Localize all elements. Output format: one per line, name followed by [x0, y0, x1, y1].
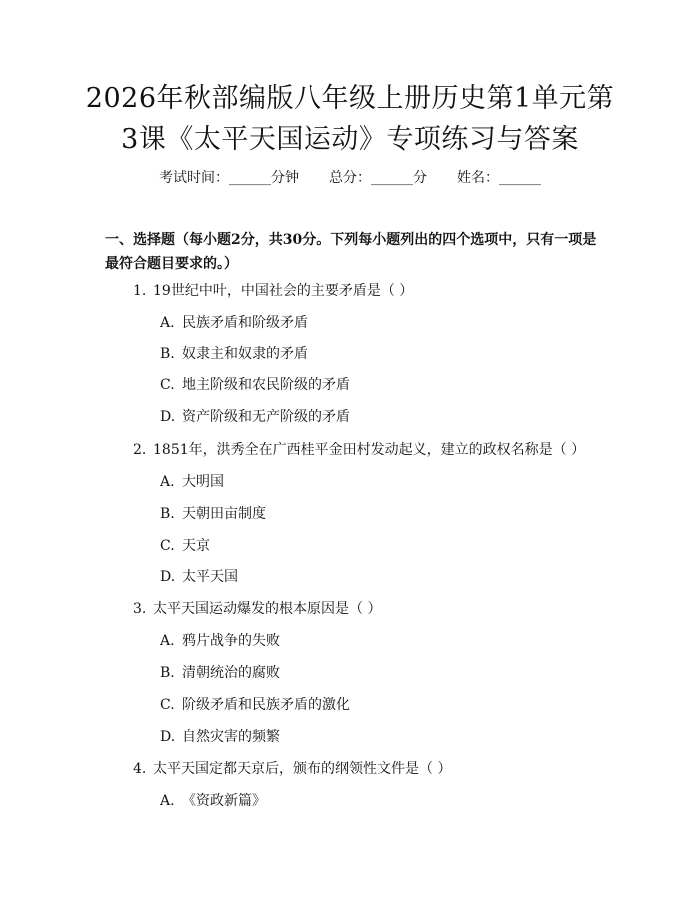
question-text: 太平天国运动爆发的根本原因是（ ）: [153, 601, 382, 617]
option-text: 大明国: [182, 474, 224, 490]
option-letter: A.: [160, 315, 175, 331]
section-heading-line-1: 一、选择题（每小题2分，共30分。下列每小题列出的四个选项中，只有一项是: [105, 232, 597, 248]
option-text: 地主阶级和农民阶级的矛盾: [182, 377, 350, 393]
question-text: 1851年，洪秀全在广西桂平金田村发动起义，建立的政权名称是（ ）: [153, 442, 586, 458]
question-2: [133, 440, 585, 460]
question-1-option-d: [160, 407, 350, 427]
question-number: 3.: [133, 601, 147, 617]
question-2-option-a: [160, 472, 224, 492]
exam-name-field: 姓名：______: [457, 170, 541, 186]
question-3: [133, 599, 381, 619]
option-text: 天朝田亩制度: [182, 506, 266, 522]
question-number: 4.: [133, 761, 147, 777]
option-text: 自然灾害的频繁: [182, 729, 280, 745]
exam-score-field: 总分：______分: [329, 170, 427, 186]
option-text: 阶级矛盾和民族矛盾的激化: [182, 697, 350, 713]
section-heading-line-2: 最符合题目要求的。）: [105, 256, 238, 272]
option-letter: C.: [160, 538, 175, 554]
option-letter: D.: [160, 409, 176, 425]
question-1: [133, 281, 413, 301]
option-text: 清朝统治的腐败: [182, 665, 280, 681]
question-3-option-d: [160, 727, 280, 747]
option-letter: B.: [160, 665, 175, 681]
section-heading: [105, 228, 605, 276]
option-text: 《资政新篇》: [182, 793, 266, 809]
document-title-line-2: 3课《太平天国运动》专项练习与答案: [121, 124, 579, 155]
option-text: 资产阶级和无产阶级的矛盾: [182, 409, 350, 425]
option-letter: D.: [160, 729, 176, 745]
option-letter: B.: [160, 346, 175, 362]
question-text: 19世纪中叶，中国社会的主要矛盾是（ ）: [153, 283, 414, 299]
question-3-option-b: [160, 663, 280, 683]
document-title-line-1: 2026年秋部编版八年级上册历史第1单元第: [85, 83, 615, 114]
question-2-option-d: [160, 567, 238, 587]
question-number: 2.: [133, 442, 147, 458]
option-letter: B.: [160, 506, 175, 522]
option-letter: A.: [160, 474, 175, 490]
question-3-option-a: [160, 631, 280, 651]
option-text: 天京: [182, 538, 210, 554]
question-1-option-c: [160, 375, 350, 395]
question-2-option-b: [160, 504, 266, 524]
option-text: 民族矛盾和阶级矛盾: [182, 315, 308, 331]
option-letter: D.: [160, 569, 176, 585]
question-4: [133, 759, 451, 779]
option-letter: A.: [160, 633, 175, 649]
question-number: 1.: [133, 283, 147, 299]
option-letter: A.: [160, 793, 175, 809]
question-4-option-a: [160, 791, 266, 811]
option-letter: C.: [160, 377, 175, 393]
option-text: 太平天国: [182, 569, 238, 585]
exam-time-field: 考试时间：______分钟: [159, 170, 299, 186]
option-text: 鸦片战争的失败: [182, 633, 280, 649]
option-letter: C.: [160, 697, 175, 713]
question-text: 太平天国定都天京后，颁布的纲领性文件是（ ）: [153, 761, 452, 777]
exam-info: [0, 168, 700, 188]
question-3-option-c: [160, 695, 350, 715]
question-1-option-b: [160, 344, 308, 364]
option-text: 奴隶主和奴隶的矛盾: [182, 346, 308, 362]
question-1-option-a: [160, 313, 308, 333]
question-2-option-c: [160, 536, 210, 556]
